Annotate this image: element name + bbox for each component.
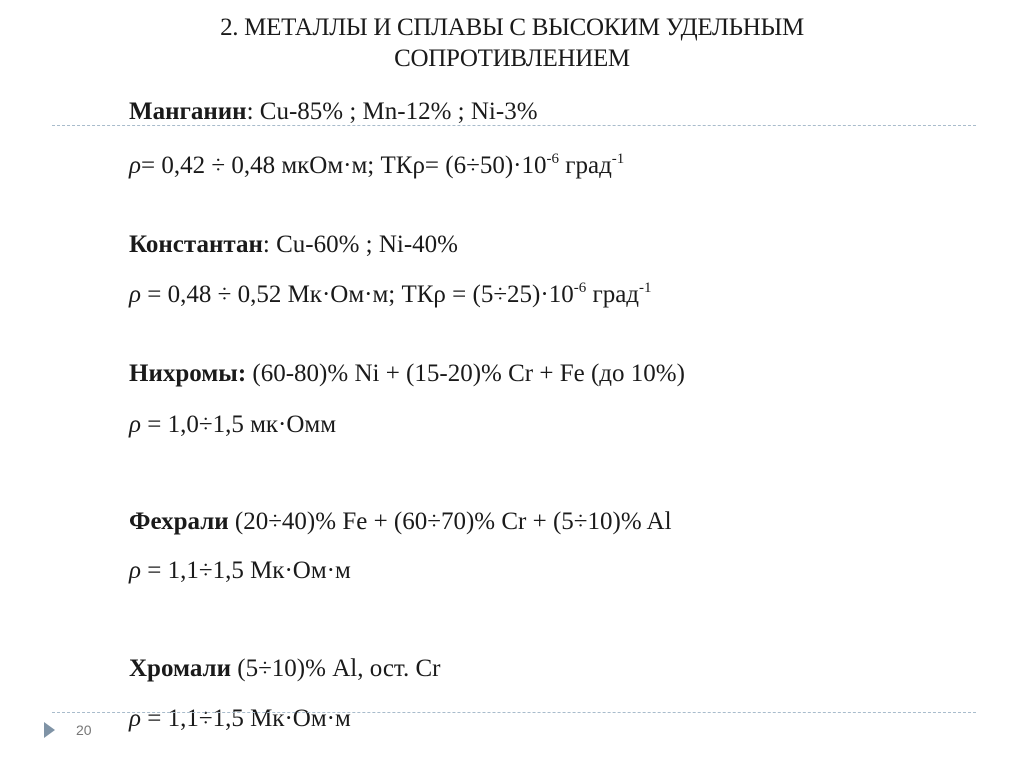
- rho-symbol: ρ: [129, 411, 141, 438]
- slide-title-line-2: СОПРОТИВЛЕНИЕМ: [394, 45, 630, 72]
- manganin-unit: град: [558, 152, 612, 179]
- nichrome-rho-value: = 1,0÷1,5 мк·Омм: [141, 411, 337, 438]
- manganin-composition: [129, 97, 538, 127]
- fechral-resistivity: [129, 556, 351, 586]
- bottom-divider: [52, 712, 976, 713]
- constantan-rho-value: = 0,48 ÷ 0,52 Мк·Ом·м; ТКρ = (5÷25)·10: [141, 281, 574, 308]
- fechral-composition-text: (20÷40)% Fe + (60÷70)% Cr + (5÷10)% Al: [228, 508, 672, 535]
- constantan-unit: град: [586, 281, 640, 308]
- manganin-name: Манганин: [129, 98, 247, 125]
- chromal-rho-value: = 1,1÷1,5 Мк·Ом·м: [141, 705, 351, 732]
- nichrome-composition-text: (60-80)% Ni + (15-20)% Cr + Fe (до 10%): [246, 360, 685, 387]
- rho-symbol: ρ: [129, 557, 141, 584]
- chromal-resistivity: [129, 704, 351, 734]
- nichrome-name: Нихромы:: [129, 360, 247, 387]
- rho-symbol: ρ: [129, 152, 141, 179]
- chromal-name: Хромали: [129, 655, 231, 682]
- manganin-rho-value: = 0,42 ÷ 0,48 мкОм·м; ТКρ= (6÷50)·10: [141, 152, 547, 179]
- manganin-resistivity: [129, 151, 624, 181]
- slide-title-line-1: 2. МЕТАЛЛЫ И СПЛАВЫ С ВЫСОКИМ УДЕЛЬНЫМ: [220, 14, 804, 41]
- manganin-exp-1: -6: [546, 151, 559, 167]
- nichrome-composition: [129, 359, 685, 389]
- nichrome-resistivity: [129, 410, 336, 440]
- manganin-exp-2: -1: [611, 151, 625, 167]
- constantan-composition-text: : Cu-60% ; Ni-40%: [262, 231, 458, 258]
- fechral-name: Фехрали: [129, 508, 229, 535]
- chromal-composition-text: (5÷10)% Al, ост. Cr: [231, 655, 441, 682]
- triangle-bullet-icon: [44, 722, 55, 738]
- manganin-composition-text: : Cu-85% ; Mn-12% ; Ni-3%: [246, 98, 538, 125]
- constantan-composition: [129, 230, 458, 260]
- rho-symbol: ρ: [129, 281, 141, 308]
- page-number: 20: [76, 722, 92, 738]
- constantan-name: Константан: [129, 231, 263, 258]
- rho-symbol: ρ: [129, 705, 141, 732]
- fechral-composition: [129, 507, 672, 537]
- constantan-resistivity: [129, 280, 652, 310]
- constantan-exp-2: -1: [639, 280, 652, 296]
- fechral-rho-value: = 1,1÷1,5 Мк·Ом·м: [141, 557, 351, 584]
- chromal-composition: [129, 654, 440, 684]
- slide-title: [0, 12, 1024, 74]
- constantan-exp-1: -6: [573, 280, 587, 296]
